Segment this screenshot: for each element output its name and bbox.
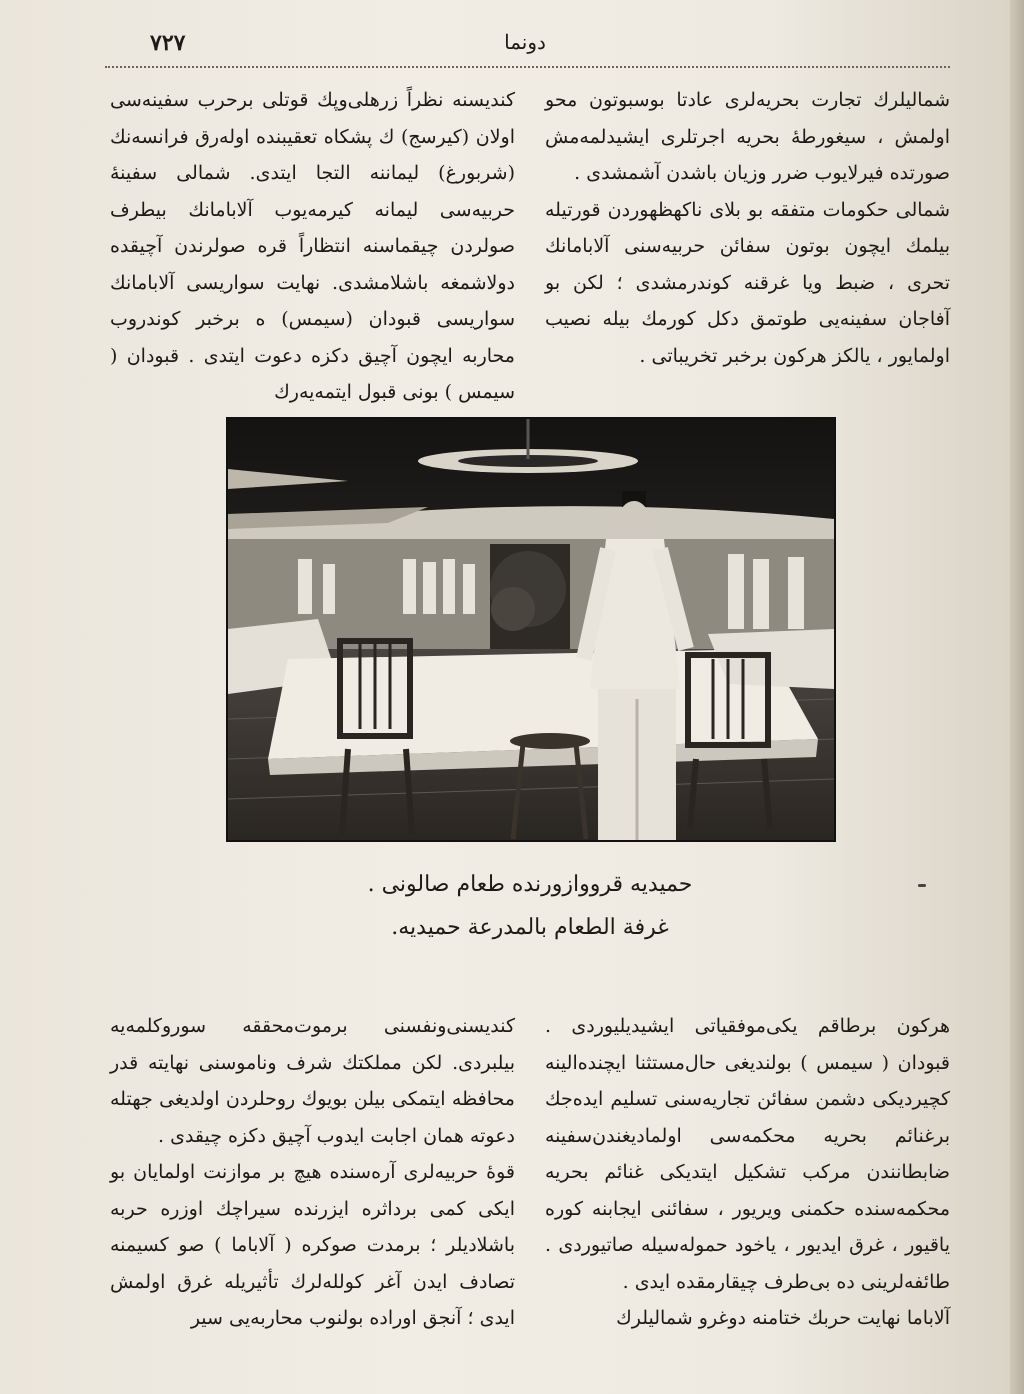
paragraph: شمالی حکومات متفقه بو بلای ناکهظهوردن قورتيله بيلمك ايچون بوتون سفائن حربيه‌سنی آلابامانك تحرى ، ضبط ويا غرقنه كوندرمشدی ؛ لكن بو آفاجان سفينه‌يی طوتمق دكل كورمك بيله نصيب اولمايور ، يالكز هركون برخبر تخريباتی . [545,198,950,367]
figure-caption-ottoman: حميديه قرووازورنده طعام صالونی . [367,872,693,897]
figure-caption-arabic: غرفة الطعام بالمدرعة حميديه. [391,915,669,940]
column-top-right [545,82,950,374]
dining-saloon-photo [226,417,836,842]
column-bottom-right [545,1008,950,1337]
paragraph: هركون برطاقم يكی‌موفقياتی ايشيديليوردی . قبودان ( سيمس ) بولنديغی حال‌مستثنا ايچنده‌الينه كچيرديكی دشمن سفائن تجاريه‌سنی تسليم ايده‌جك برغنائم بحريه محكمه‌سی اولماديغندن‌سفينه ضابطانندن مركب تشكيل ايتديكی غنائم بحريه محكمه‌سنده حكمنی ويريور ، سفائنی ايجابنه كوره ياقيور ، غرق ايديور ، ياخود حموله‌سيله صاتيوردی . طائفه‌لرينی ده بی‌طرف چيقارمقده ايدی . [545,1015,950,1293]
column-bottom-left [110,1008,515,1337]
print-mark [918,884,926,887]
header-rule [105,66,950,68]
paragraph: كنديسنی‌ونفسنی برموت‌محققه سوروكلمه‌يه بيلبردی. لكن مملكتك شرف وناموسنی نهايته قدر محافظه ايتمكی بيلن بويوك روحلردن اولديغی جهتله دعوته همان اجابت ايدوب آچيق دكزه چيقدی . [110,1015,515,1147]
running-title: دونما [504,30,546,54]
paragraph: آلاباما نهايت حربك ختامنه دوغرو شماليلرك [616,1307,950,1329]
paragraph: كنديسنه نظراً زرهلی‌وپك قوتلی برحرب سفينه‌سی اولان (كيرسج) ك پشكاه تعقيبنده اوله‌رق فرانسه‌نك (شربورغ) ليماننه التجا ايتدی. شمالی سفينهٔ حربيه‌سی ليمانه كيرمه‌يوب آلابامانك بيطرف صولردن چيقماسنه انتظاراً قره صولرندن آچيقده دولاشمغه باشلامشدی. نهايت سواريسی آلابامانك سواريسی قبودان (سيمس) ه برخبر كوندروب محاربه ايچون آچيق دكزه دعوت ايتدی . قبودان ( سيمس ) بونی قبول ايتمه‌يه‌رك [110,89,515,403]
paragraph: قوهٔ حربيه‌لری آره‌سنده هيچ بر موازنت اولمايان بو ايكی كمی برداثره ايزرنده سيراچك اوزره حربه باشلاديلر ؛ برمدت صوكره ( آلاباما ) صو كسيمنه تصادف ايدن آغر كولله‌لرك تأثيريله غرق اولمش ايدی ؛ آنجق اوراده بولنوب محاربه‌يی سير [110,1161,515,1329]
photo-illustration [228,419,834,840]
paragraph: شماليلرك تجارت بحريه‌لری عادتا بوسبوتون محو اولمش ، سیغورطهٔ بحريه اجرتلری ايشيدلمه‌مش صورتده فیرلايوب ضرر وزيان باشدن آشمشدی . [545,89,950,184]
column-top-left [110,82,515,411]
page-edge [1010,0,1024,1394]
page-number: ٧٢٧ [150,30,186,56]
